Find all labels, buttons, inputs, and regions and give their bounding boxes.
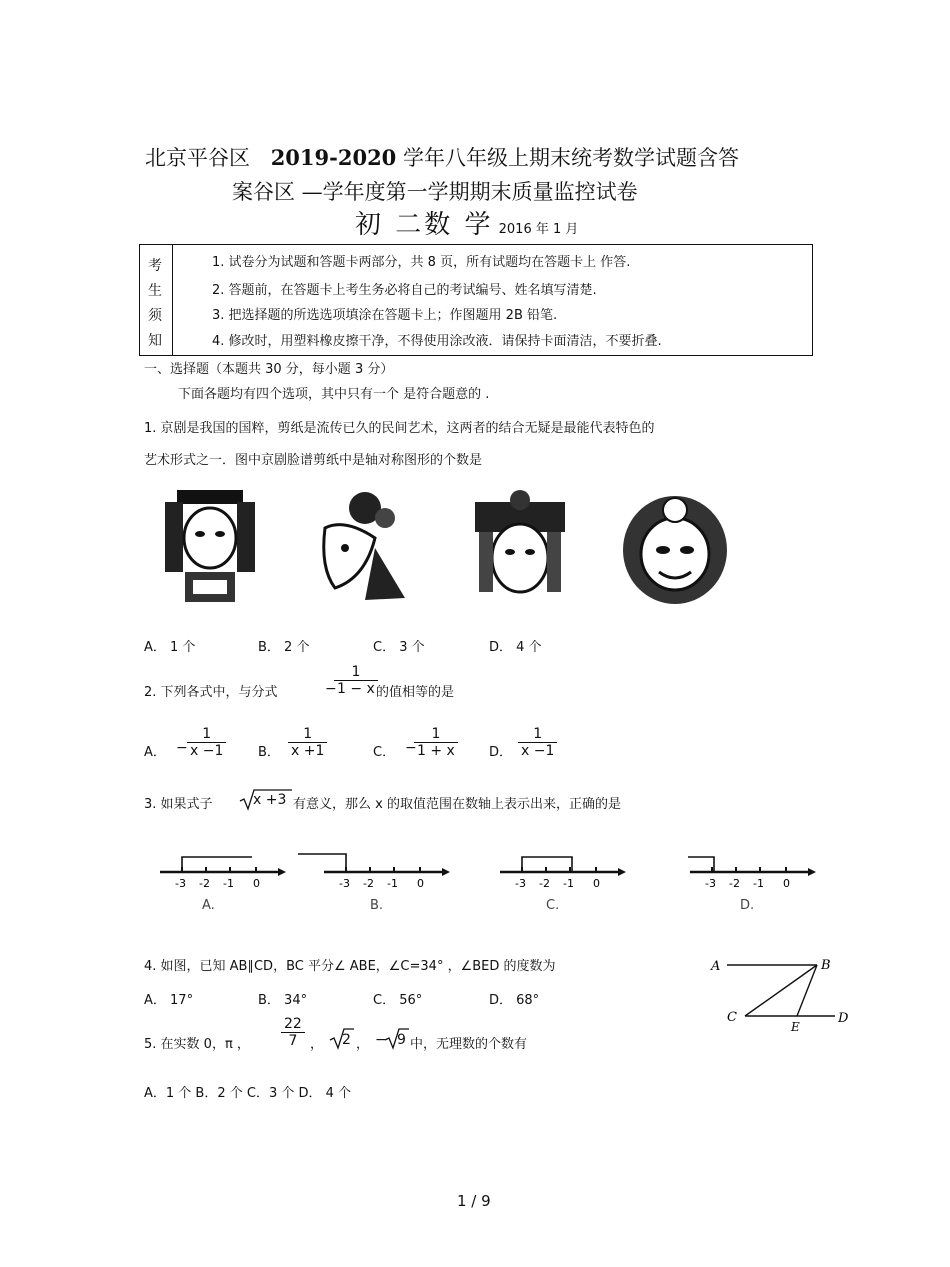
option-label: D. bbox=[740, 898, 755, 913]
q4-stem: 4. 如图，已知 AB∥CD，BC 平分∠ ABE，∠C=34° ，∠BED 的度数为 bbox=[144, 959, 556, 974]
q5-comma: ， bbox=[356, 1037, 370, 1052]
q2-stem: 2. 下列各式中，与分式 bbox=[144, 685, 278, 700]
tick-label: -2 bbox=[199, 877, 210, 890]
title-region: 北京平谷区 bbox=[145, 146, 250, 170]
q1-stem-line-2: 艺术形式之一．图中京剧脸谱剪纸中是轴对称图形的个数是 bbox=[144, 453, 483, 468]
tick-label: -3 bbox=[175, 877, 186, 890]
q2-option-c-fraction bbox=[414, 726, 458, 759]
fraction-numerator: 1 bbox=[202, 726, 212, 742]
q3-stem: 3. 如果式子 bbox=[144, 797, 213, 812]
q1-option-c: C． 3 个 bbox=[373, 640, 425, 655]
fraction-numerator: 1 bbox=[533, 726, 543, 742]
notice-side-char: 知 bbox=[148, 333, 162, 349]
notice-side-label bbox=[140, 245, 173, 355]
fraction-numerator: 1 bbox=[431, 726, 441, 742]
fraction-numerator: 1 bbox=[351, 664, 361, 680]
q2-option-b-fraction bbox=[288, 726, 327, 759]
q2-option-a-sign: − bbox=[176, 740, 188, 756]
opera-mask-4-image bbox=[615, 488, 735, 608]
q4-option-c: C． 56° bbox=[373, 993, 423, 1008]
fraction-denominator: 7 bbox=[281, 1032, 305, 1049]
q1-option-d: D． 4 个 bbox=[489, 640, 542, 655]
q4-option-b: B． 34° bbox=[258, 993, 308, 1008]
q2-option-c-label: C． bbox=[373, 745, 396, 760]
notice-item-1: 1. 试卷分为试题和答题卡两部分，共 8 页，所有试题均在答题卡上 作答. bbox=[212, 255, 631, 270]
q2-option-d-fraction bbox=[518, 726, 557, 759]
q2-option-a-fraction bbox=[187, 726, 226, 759]
subtitle-main: 初 二数 学 bbox=[355, 210, 494, 240]
tick-label: -3 bbox=[705, 877, 716, 890]
tick-label: -2 bbox=[363, 877, 374, 890]
notice-item-2: 2. 答题前，在答题卡上考生务必将自己的考试编号、姓名填写清楚. bbox=[212, 283, 597, 298]
fraction-denominator: x −1 bbox=[518, 742, 557, 759]
q3-number-line-c bbox=[490, 848, 630, 918]
tick-label: 0 bbox=[593, 877, 600, 890]
q5-sqrt9-radicand: 9 bbox=[397, 1032, 406, 1048]
q3-radicand: x +3 bbox=[253, 792, 287, 808]
point-label: A bbox=[711, 959, 721, 974]
q3-number-line-d bbox=[680, 848, 820, 918]
q4-option-d: D． 68° bbox=[489, 993, 540, 1008]
subtitle-date: 2016 年 1 月 bbox=[498, 222, 579, 237]
fraction-denominator: x +1 bbox=[288, 742, 327, 759]
tick-label: -1 bbox=[387, 877, 398, 890]
point-label: C bbox=[727, 1010, 737, 1025]
tick-label: -3 bbox=[339, 877, 350, 890]
q5-minus-sign: − bbox=[375, 1032, 387, 1048]
notice-item-3: 3. 把选择题的所选选项填涂在答题卡上；作图题用 2B 铅笔. bbox=[212, 308, 558, 323]
notice-side-char: 须 bbox=[148, 308, 162, 324]
q2-option-c-sign: − bbox=[405, 740, 417, 756]
q2-fraction bbox=[334, 664, 378, 697]
q5-fraction bbox=[281, 1016, 305, 1049]
q3-number-line-a bbox=[150, 848, 290, 918]
tick-label: 0 bbox=[783, 877, 790, 890]
q5-stem: 5. 在实数 0，π ， bbox=[144, 1037, 250, 1052]
tick-label: 0 bbox=[253, 877, 260, 890]
opera-mask-1-image bbox=[155, 488, 265, 608]
point-label: B bbox=[821, 958, 831, 973]
title-year: 2019-2020 bbox=[270, 145, 397, 170]
title-rest: 学年八年级上期末统考数学试题含答 bbox=[403, 146, 739, 170]
option-label: B. bbox=[370, 898, 384, 913]
fraction-numerator: 22 bbox=[284, 1016, 302, 1032]
q4-geometry-figure bbox=[705, 950, 855, 1040]
tick-label: -2 bbox=[729, 877, 740, 890]
notice-side-char: 生 bbox=[148, 283, 162, 299]
notice-side-char: 考 bbox=[148, 258, 162, 274]
title-line-1 bbox=[145, 142, 739, 172]
q1-option-b: B． 2 个 bbox=[258, 640, 310, 655]
point-label: E bbox=[791, 1020, 800, 1034]
q1-stem-line-1: 1. 京剧是我国的国粹，剪纸是流传已久的民间艺术，这两者的结合无疑是最能代表特色的 bbox=[144, 421, 655, 436]
section-intro: 下面各题均有四个选项，其中只有一个 是符合题意的 . bbox=[178, 387, 490, 402]
opera-mask-3-image bbox=[465, 488, 575, 608]
tick-label: -2 bbox=[539, 877, 550, 890]
option-label: A. bbox=[202, 898, 215, 913]
section-heading: 一、选择题（本题共 30 分，每小题 3 分） bbox=[144, 362, 394, 377]
subtitle bbox=[355, 204, 578, 241]
notice-item-4: 4. 修改时，用塑料橡皮擦干净，不得使用涂改液．请保持卡面清洁，不要折叠. bbox=[212, 334, 662, 349]
tick-label: 0 bbox=[417, 877, 424, 890]
q1-option-a: A． 1 个 bbox=[144, 640, 196, 655]
q2-option-d-label: D． bbox=[489, 745, 513, 760]
tick-label: -1 bbox=[563, 877, 574, 890]
q5-comma: ， bbox=[310, 1037, 324, 1052]
tick-label: -1 bbox=[753, 877, 764, 890]
title-line-2: 案谷区 —学年度第一学期期末质量监控试卷 bbox=[232, 180, 638, 204]
q3-number-line-b bbox=[296, 848, 456, 918]
q2-option-a-label: A． bbox=[144, 745, 166, 760]
q2-option-b-label: B． bbox=[258, 745, 280, 760]
q3-stem-end: 有意义，那么 x 的取值范围在数轴上表示出来，正确的是 bbox=[293, 797, 621, 812]
q5-sqrt2-radicand: 2 bbox=[342, 1032, 351, 1048]
exam-notice-box bbox=[139, 244, 813, 356]
page-number: 1 / 9 bbox=[457, 1192, 491, 1210]
tick-label: -1 bbox=[223, 877, 234, 890]
q5-stem-end: 中，无理数的个数有 bbox=[410, 1037, 528, 1052]
fraction-numerator: 1 bbox=[303, 726, 313, 742]
fraction-denominator: 1 + x bbox=[414, 742, 458, 759]
q2-stem-end: 的值相等的是 bbox=[376, 685, 455, 700]
q2-minus-sign: − bbox=[325, 681, 337, 697]
opera-mask-2-image bbox=[305, 488, 415, 608]
q4-option-a: A． 17° bbox=[144, 993, 194, 1008]
fraction-denominator: x −1 bbox=[187, 742, 226, 759]
option-label: C. bbox=[546, 898, 560, 913]
fraction-denominator: 1 − x bbox=[334, 680, 378, 697]
q5-options: A．1 个 B．2 个 C．3 个 D． 4 个 bbox=[144, 1086, 352, 1101]
tick-label: -3 bbox=[515, 877, 526, 890]
point-label: D bbox=[838, 1011, 849, 1026]
